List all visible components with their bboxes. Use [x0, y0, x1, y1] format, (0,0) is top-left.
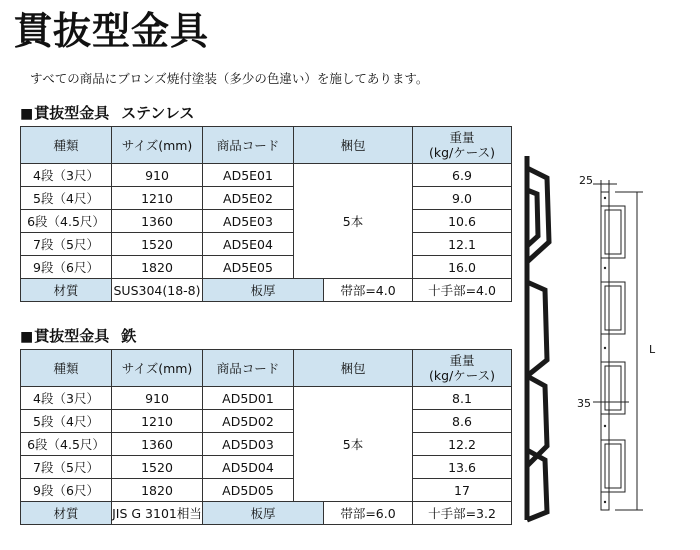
cell-code: AD5D02	[203, 410, 294, 433]
dimension-label-hook: 35	[577, 397, 591, 410]
cell-weight: 10.6	[413, 210, 512, 233]
material-row	[21, 502, 512, 525]
header-size: サイズ(mm)	[112, 350, 203, 387]
cell-size: 1820	[112, 479, 203, 502]
header-code: 商品コード	[203, 127, 294, 164]
cell-kind: 6段（4.5尺）	[21, 210, 112, 233]
cell-material: JIS G 3101相当	[112, 502, 203, 525]
cell-kind: 4段（3尺）	[21, 387, 112, 410]
header-code: 商品コード	[203, 350, 294, 387]
cell-kind: 9段（6尺）	[21, 479, 112, 502]
drawing-hook-inner	[605, 366, 621, 410]
header-kind: 種類	[21, 350, 112, 387]
cell-size: 1210	[112, 410, 203, 433]
cell-code: AD5E04	[203, 233, 294, 256]
cell-code: AD5D04	[203, 456, 294, 479]
cell-kind: 5段（4尺）	[21, 410, 112, 433]
drawing-hook-inner	[605, 286, 621, 330]
cell-code: AD5E02	[203, 187, 294, 210]
table-row	[21, 187, 512, 210]
table-row	[21, 233, 512, 256]
cell-weight: 13.6	[413, 456, 512, 479]
cell-code: AD5E05	[203, 256, 294, 279]
cell-material: SUS304(18-8)	[112, 279, 203, 302]
section-marker: ■	[20, 106, 34, 122]
cell-size: 910	[112, 387, 203, 410]
header-kind: 種類	[21, 127, 112, 164]
section-heading-main: 貫抜型金具	[34, 327, 110, 345]
cell-kind: 9段（6尺）	[21, 256, 112, 279]
table-row	[21, 410, 512, 433]
dimension-label-length: L	[649, 343, 656, 356]
cell-kind: 5段（4尺）	[21, 187, 112, 210]
cell-weight: 17	[413, 479, 512, 502]
cell-kind: 6段（4.5尺）	[21, 433, 112, 456]
section-heading-main: 貫抜型金具	[34, 104, 110, 122]
cell-size: 1820	[112, 256, 203, 279]
material-row	[21, 279, 512, 302]
dimension-drawing	[575, 170, 675, 520]
table-row	[21, 479, 512, 502]
table-row	[21, 387, 512, 410]
cell-size: 1360	[112, 433, 203, 456]
table-row	[21, 164, 512, 187]
illustration-hook	[527, 282, 547, 376]
cell-weight: 12.2	[413, 433, 512, 456]
section-heading-iron	[20, 326, 136, 347]
cell-size: 1360	[112, 210, 203, 233]
cell-code: AD5D05	[203, 479, 294, 502]
cell-pack: 5本	[294, 164, 413, 279]
table-header-row	[21, 350, 512, 387]
section-marker: ■	[20, 329, 34, 345]
header-pack: 梱包	[294, 127, 413, 164]
cell-thickness-band: 帯部=6.0	[324, 502, 413, 525]
cell-size: 910	[112, 164, 203, 187]
cell-weight: 6.9	[413, 164, 512, 187]
cell-code: AD5E01	[203, 164, 294, 187]
label-material: 材質	[21, 502, 112, 525]
coating-note: すべての商品にブロンズ焼付塗装（多少の色違い）を施してあります。	[30, 71, 429, 86]
cell-weight: 9.0	[413, 187, 512, 210]
table-row	[21, 456, 512, 479]
product-illustration	[505, 150, 575, 525]
cell-kind: 7段（5尺）	[21, 233, 112, 256]
table-row	[21, 433, 512, 456]
header-pack: 梱包	[294, 350, 413, 387]
spec-table-stainless	[20, 126, 512, 302]
label-thickness: 板厚	[203, 502, 324, 525]
header-size: サイズ(mm)	[112, 127, 203, 164]
cell-size: 1520	[112, 456, 203, 479]
header-weight: 重量 (kg/ケース)	[413, 350, 512, 387]
cell-size: 1520	[112, 233, 203, 256]
cell-kind: 4段（3尺）	[21, 164, 112, 187]
table-row	[21, 210, 512, 233]
cell-weight: 16.0	[413, 256, 512, 279]
cell-code: AD5E03	[203, 210, 294, 233]
label-material: 材質	[21, 279, 112, 302]
cell-kind: 7段（5尺）	[21, 456, 112, 479]
section-heading-stainless	[20, 103, 194, 124]
section-heading-sub: ステンレス	[121, 104, 195, 122]
cell-code: AD5D01	[203, 387, 294, 410]
page-title: 貫抜型金具	[14, 9, 210, 53]
cell-size: 1210	[112, 187, 203, 210]
section-heading-sub: 鉄	[121, 327, 137, 345]
cell-code: AD5D03	[203, 433, 294, 456]
cell-thickness-jitte: 十手部=3.2	[413, 502, 512, 525]
cell-weight: 8.6	[413, 410, 512, 433]
label-thickness: 板厚	[203, 279, 324, 302]
table-header-row	[21, 127, 512, 164]
spec-table-iron	[20, 349, 512, 525]
dimension-label-width: 25	[579, 174, 593, 187]
drawing-hook-inner	[605, 210, 621, 254]
cell-weight: 12.1	[413, 233, 512, 256]
cell-thickness-band: 帯部=4.0	[324, 279, 413, 302]
cell-thickness-jitte: 十手部=4.0	[413, 279, 512, 302]
cell-weight: 8.1	[413, 387, 512, 410]
table-row	[21, 256, 512, 279]
drawing-hook-inner	[605, 444, 621, 488]
cell-pack: 5本	[294, 387, 413, 502]
header-weight: 重量 (kg/ケース)	[413, 127, 512, 164]
